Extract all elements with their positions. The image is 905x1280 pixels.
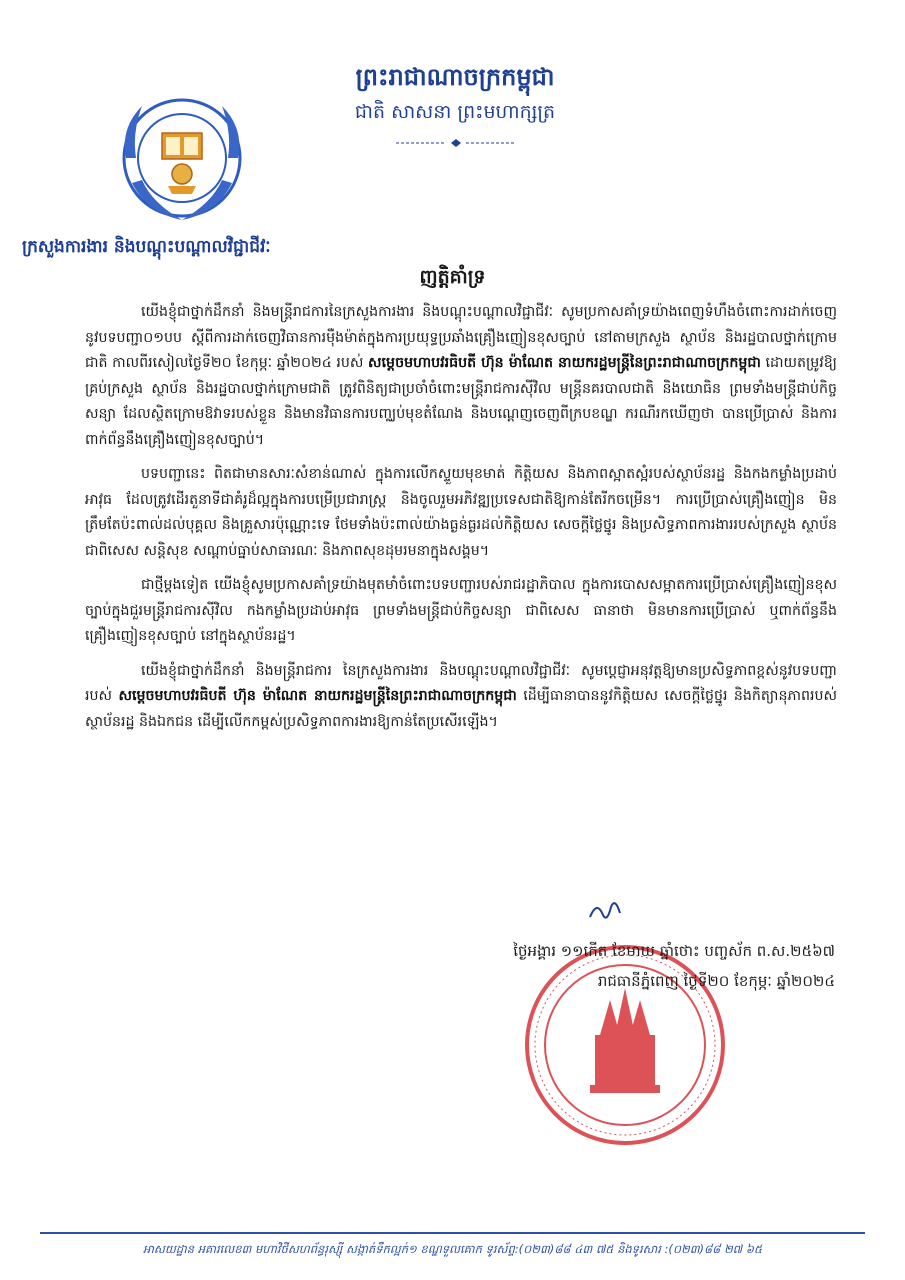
- kingdom-title: ព្រះរាជាណាចក្រកម្ពុជា: [355, 62, 555, 91]
- paragraph-4: [85, 659, 837, 736]
- paragraph-2: បទបញ្ជានេះ ពិតជាមានសារៈសំខាន់ណាស់ ក្នុងការលើកស្ទួយមុខមាត់ កិត្តិយស និងភាពស្អាតស្អំរបស់ស្ថាប័នរដ្ឋ និងកងកម្លាំងប្រដាប់អាវុធ ដែលត្រូវដើរតួនាទីជាគំរូដ៏ល្អក្នុងការបម្រើប្រជារាស្ត្រ និងចូលរួមអភិវឌ្ឍប្រទេសជាតិឱ្យកាន់តែរីកចម្រើន។ ការប្រើប្រាស់គ្រឿងញៀន មិនត្រឹមតែប៉ះពាល់ដល់បុគ្គល និងគ្រួសារប៉ុណ្ណោះទេ ថែមទាំងប៉ះពាល់យ៉ាងធ្ងន់ធ្ងរដល់កិត្តិយស សេចក្តីថ្លៃថ្នូរ និងប្រសិទ្ធភាពការងាររបស់ក្រសួង ស្ថាប័ន ជាពិសេស សន្តិសុខ សណ្តាប់ធ្នាប់សាធារណៈ និងភាពសុខដុមរមនាក្នុងសង្គម។: [85, 466, 837, 559]
- footer-address: អាសយដ្ឋាន អគារលេខ៣ មហាវិថីសហព័ន្ធរុស្ស៊ី សង្កាត់ទឹកល្អក់១ ខណ្ឌទួលគោក ទូរស័ព្ទ:(០២៣)៨៨ ៤៣ ៧៥ និងទូរសារ :(០២៣)៨៨ ២៧ ៦៥: [142, 1242, 763, 1256]
- paragraph-1-bold: សម្តេចមហាបវរធិបតី ហ៊ុន ម៉ាណែត នាយករដ្ឋមន្ត្រីនៃព្រះរាជាណាចក្រកម្ពុជា: [368, 355, 761, 371]
- paragraph-4-text-a: យើងខ្ញុំជាថ្នាក់ដឹកនាំ និងមន្ត្រីរាជការ នៃក្រសួងការងារ និងបណ្តុះបណ្តាលវិជ្ជាជីវៈ សូមប្តេជ្ញាអនុវត្តឱ្យមានប្រសិទ្ធភាពខ្ពស់នូវបទបញ្ជារបស់: [85, 662, 837, 704]
- paragraph-3: ជាថ្មីម្តងទៀត យើងខ្ញុំសូមប្រកាសគាំទ្រយ៉ាងមុតមាំចំពោះបទបញ្ជារបស់រាជរដ្ឋាភិបាល ក្នុងការបោសសម្អាតការប្រើប្រាស់គ្រឿងញៀនខុសច្បាប់ក្នុងជួរមន្ត្រីរាជការស៊ីវិល កងកម្លាំងប្រដាប់អាវុធ ព្រមទាំងមន្ត្រីជាប់កិច្ចសន្យា ជាពិសេស ធានាថា មិនមានការប្រើប្រាស់ ឬពាក់ព័ន្ធនឹងគ្រឿងញៀនខុសច្បាប់ នៅក្នុងស្ថាប័នរដ្ឋ។: [85, 577, 837, 644]
- ministry-logo: [112, 88, 252, 233]
- national-motto: ជាតិ សាសនា ព្រះមហាក្សត្រ: [354, 101, 556, 123]
- date-lunar: ថ្ងៃអង្គារ ១១កើត ខែមាឃ ឆ្នាំថោះ បញ្ចស័ក ព.ស.២៥៦៧: [513, 942, 835, 960]
- ministry-name: ក្រសួងការងារ និងបណ្តុះបណ្តាលវិជ្ជាជីវៈ: [22, 237, 271, 257]
- document-title: ញត្តិគាំទ្រ: [419, 266, 486, 288]
- paragraph-1-text-b: ដោយតម្រូវឱ្យគ្រប់ក្រសួង ស្ថាប័ន និងរដ្ឋបាលថ្នាក់ក្រោមជាតិ ត្រូវពិនិត្យជាប្រចាំចំពោះមន្ត្រីរាជការស៊ីវិល មន្ត្រីនគរបាលជាតិ និងយោធិន ព្រមទាំងមន្ត្រីជាប់កិច្ចសន្យា ដែលស្ថិតក្រោមឱវាទរបស់ខ្លួន និងមានវិធានការបញ្ឈប់មុខតំណែង និងបណ្តេញចេញពីក្របខណ្ឌ ករណីរកឃើញថា បានប្រើប្រាស់ និងការពាក់ព័ន្ធនឹងគ្រឿងញៀនខុសច្បាប់។: [85, 355, 837, 448]
- paragraph-1-text-a: យើងខ្ញុំជាថ្នាក់ដឹកនាំ និងមន្ត្រីរាជការនៃក្រសួងការងារ និងបណ្តុះបណ្តាលវិជ្ជាជីវៈ សូមប្រកាសគាំទ្រយ៉ាងពេញទំហឹងចំពោះការដាក់ចេញនូវបទបញ្ជា០១បប ស្តីពីការដាក់ចេញវិធានការម៉ឺងម៉ាត់ក្នុងការប្រយុទ្ធប្រឆាំងគ្រឿងញៀនខុសច្បាប់ នៅតាមក្រសួង ស្ថាប័ន និងរដ្ឋបាលថ្នាក់ក្រោមជាតិ កាលពីរសៀលថ្ងៃទី២០ ខែកុម្ភៈ ឆ្នាំ២០២៤ របស់: [85, 304, 837, 371]
- paragraph-4-text-b: ដើម្បីធានាបាននូវកិត្តិយស សេចក្តីថ្លៃថ្នូរ និងកិត្យានុភាពរបស់ស្ថាប័នរដ្ឋ និងឯកជន ដើម្បីលើកកម្ពស់ប្រសិទ្ធភាពការងារឱ្យកាន់តែប្រសើរឡើង។: [85, 688, 837, 730]
- paragraph-1: [85, 300, 837, 453]
- footer-divider: [40, 1232, 865, 1234]
- date-solar: រាជធានីភ្នំពេញ ថ្ងៃទី២០ ខែកុម្ភៈ ឆ្នាំ២០២៤: [597, 972, 835, 990]
- paragraph-4-bold: សម្តេចមហាបវរធិបតី ហ៊ុន ម៉ាណែត នាយករដ្ឋមន្ត្រីនៃព្រះរាជាណាចក្រកម្ពុជា: [118, 688, 517, 704]
- document-body: [85, 300, 837, 744]
- ornament-divider: [396, 137, 516, 149]
- initial-signature: [585, 895, 625, 925]
